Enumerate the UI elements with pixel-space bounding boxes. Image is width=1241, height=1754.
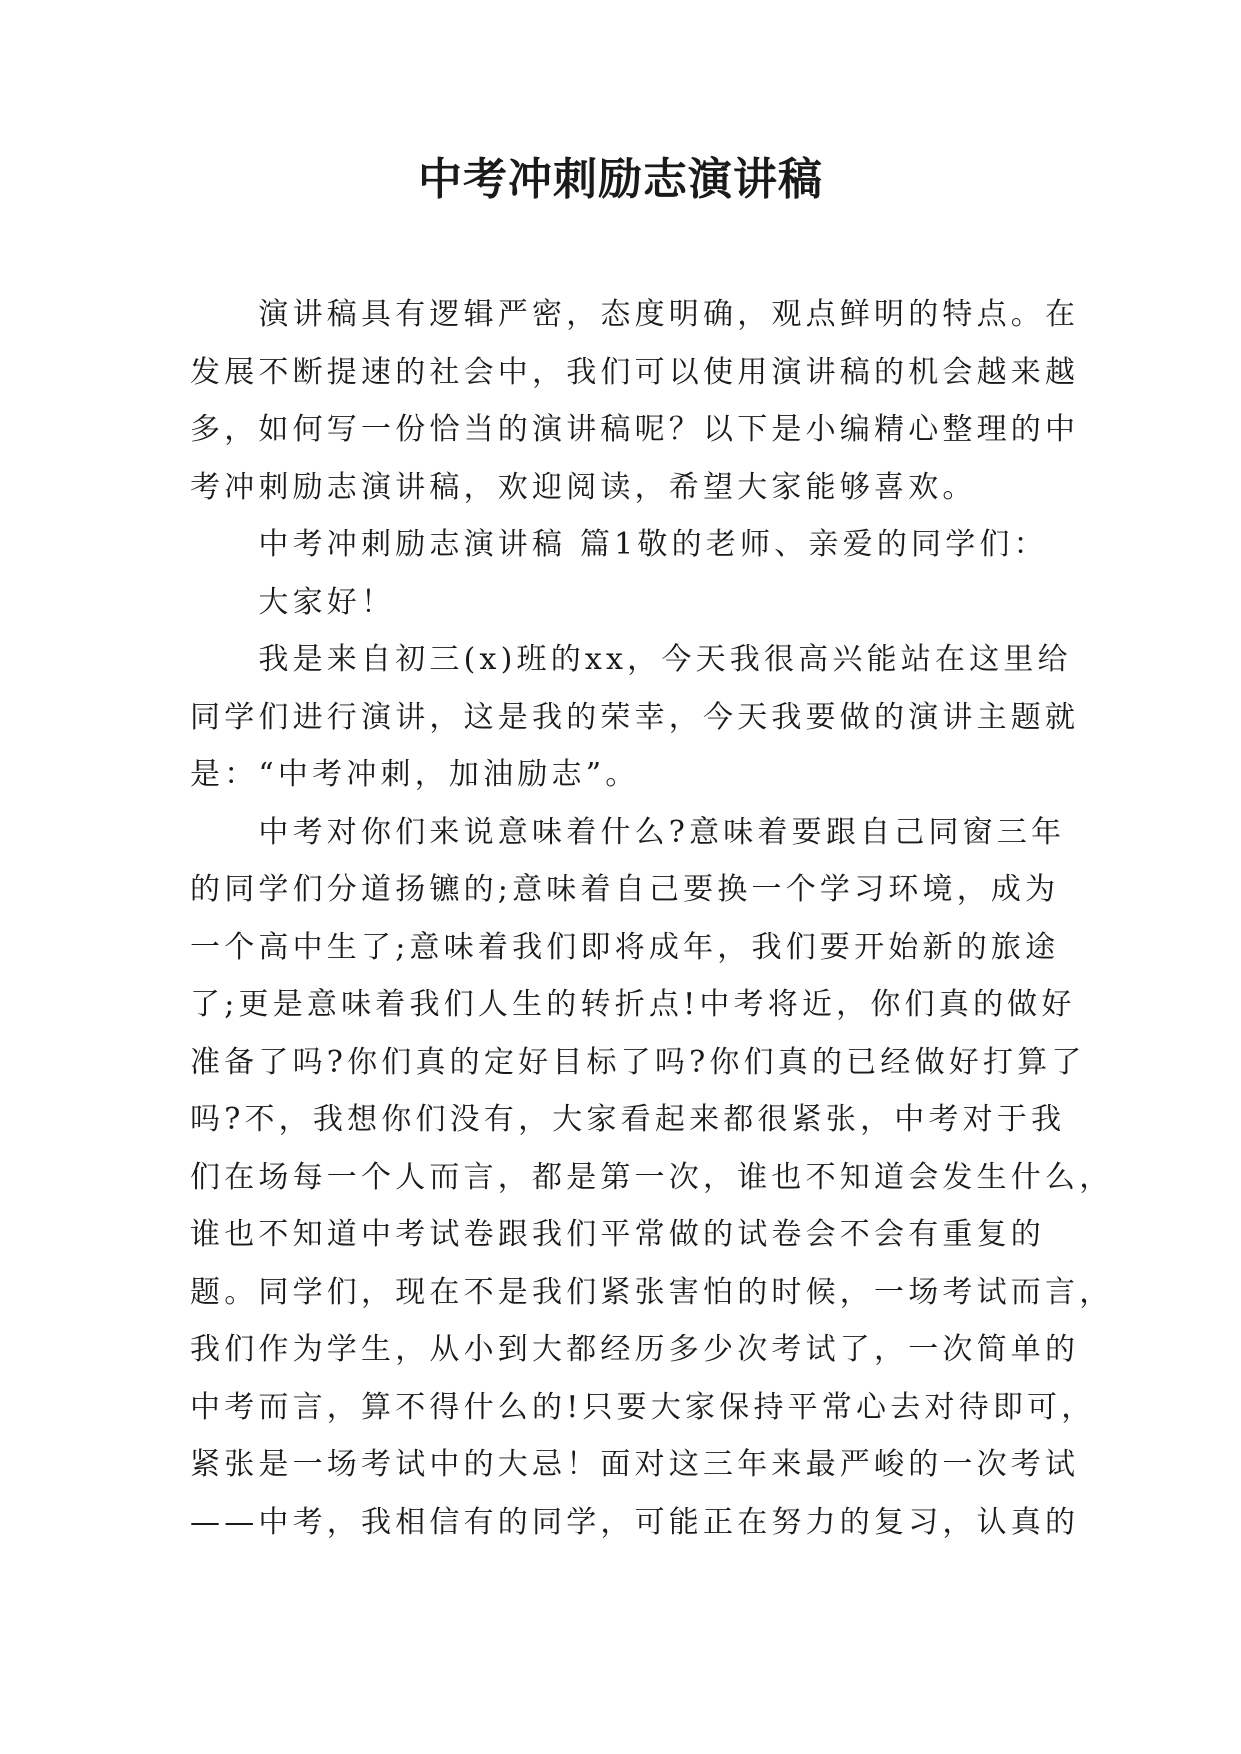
greeting-line: 大家好！ (190, 584, 396, 620)
section-heading-line: 中考冲刺励志演讲稿 篇1敬的老师、亲爱的同学们： (190, 527, 1048, 562)
text-line: 中考而言，算不得什么的!只要大家保持平常心去对待即可， (190, 1389, 1096, 1425)
text-line: 演讲稿具有逻辑严密，态度明确，观点鲜明的特点。在 (190, 297, 1080, 332)
text-line: 我是来自初三(x)班的xx，今天我很高兴能站在这里给 (190, 642, 1072, 677)
text-line: 紧张是一场考试中的大忌！面对这三年来最严峻的一次考试 (190, 1447, 1080, 1482)
text-line: 我们作为学生，从小到大都经历多少次考试了，一次简单的 (190, 1332, 1080, 1367)
text-line: 是：“中考冲刺，加油励志”。 (190, 757, 640, 792)
text-line: 考冲刺励志演讲稿，欢迎阅读，希望大家能够喜欢。 (190, 469, 977, 505)
text-line: 同学们进行演讲，这是我的荣幸，今天我要做的演讲主题就 (190, 699, 1080, 735)
text-line: 多，如何写一份恰当的演讲稿呢？以下是小编精心整理的中 (190, 412, 1080, 447)
text-line: 了;更是意味着我们人生的转折点!中考将近，你们真的做好 (190, 987, 1076, 1022)
text-line: ——中考，我相信有的同学，可能正在努力的复习，认真的 (190, 1504, 1080, 1540)
text-line: 中考对你们来说意味着什么?意味着要跟自己同窗三年 (190, 814, 1066, 850)
text-line: 吗?不，我想你们没有，大家看起来都很紧张，中考对于我 (190, 1102, 1066, 1137)
text-line: 发展不断提速的社会中，我们可以使用演讲稿的机会越来越 (190, 354, 1080, 390)
text-line: 谁也不知道中考试卷跟我们平常做的试卷会不会有重复的 (190, 1217, 1045, 1252)
text-line: 题。同学们，现在不是我们紧张害怕的时候，一场考试而言， (190, 1274, 1114, 1310)
text-line: 们在场每一个人而言，都是第一次，谁也不知道会发生什么， (190, 1159, 1114, 1195)
text-line: 一个高中生了;意味着我们即将成年，我们要开始新的旅途 (190, 929, 1060, 965)
document-title: 中考冲刺励志演讲稿 (418, 154, 823, 205)
text-line: 的同学们分道扬镳的;意味着自己要换一个学习环境，成为 (190, 872, 1060, 907)
document-body (190, 286, 1114, 1551)
text-line: 准备了吗?你们真的定好目标了吗?你们真的已经做好打算了 (190, 1044, 1086, 1080)
